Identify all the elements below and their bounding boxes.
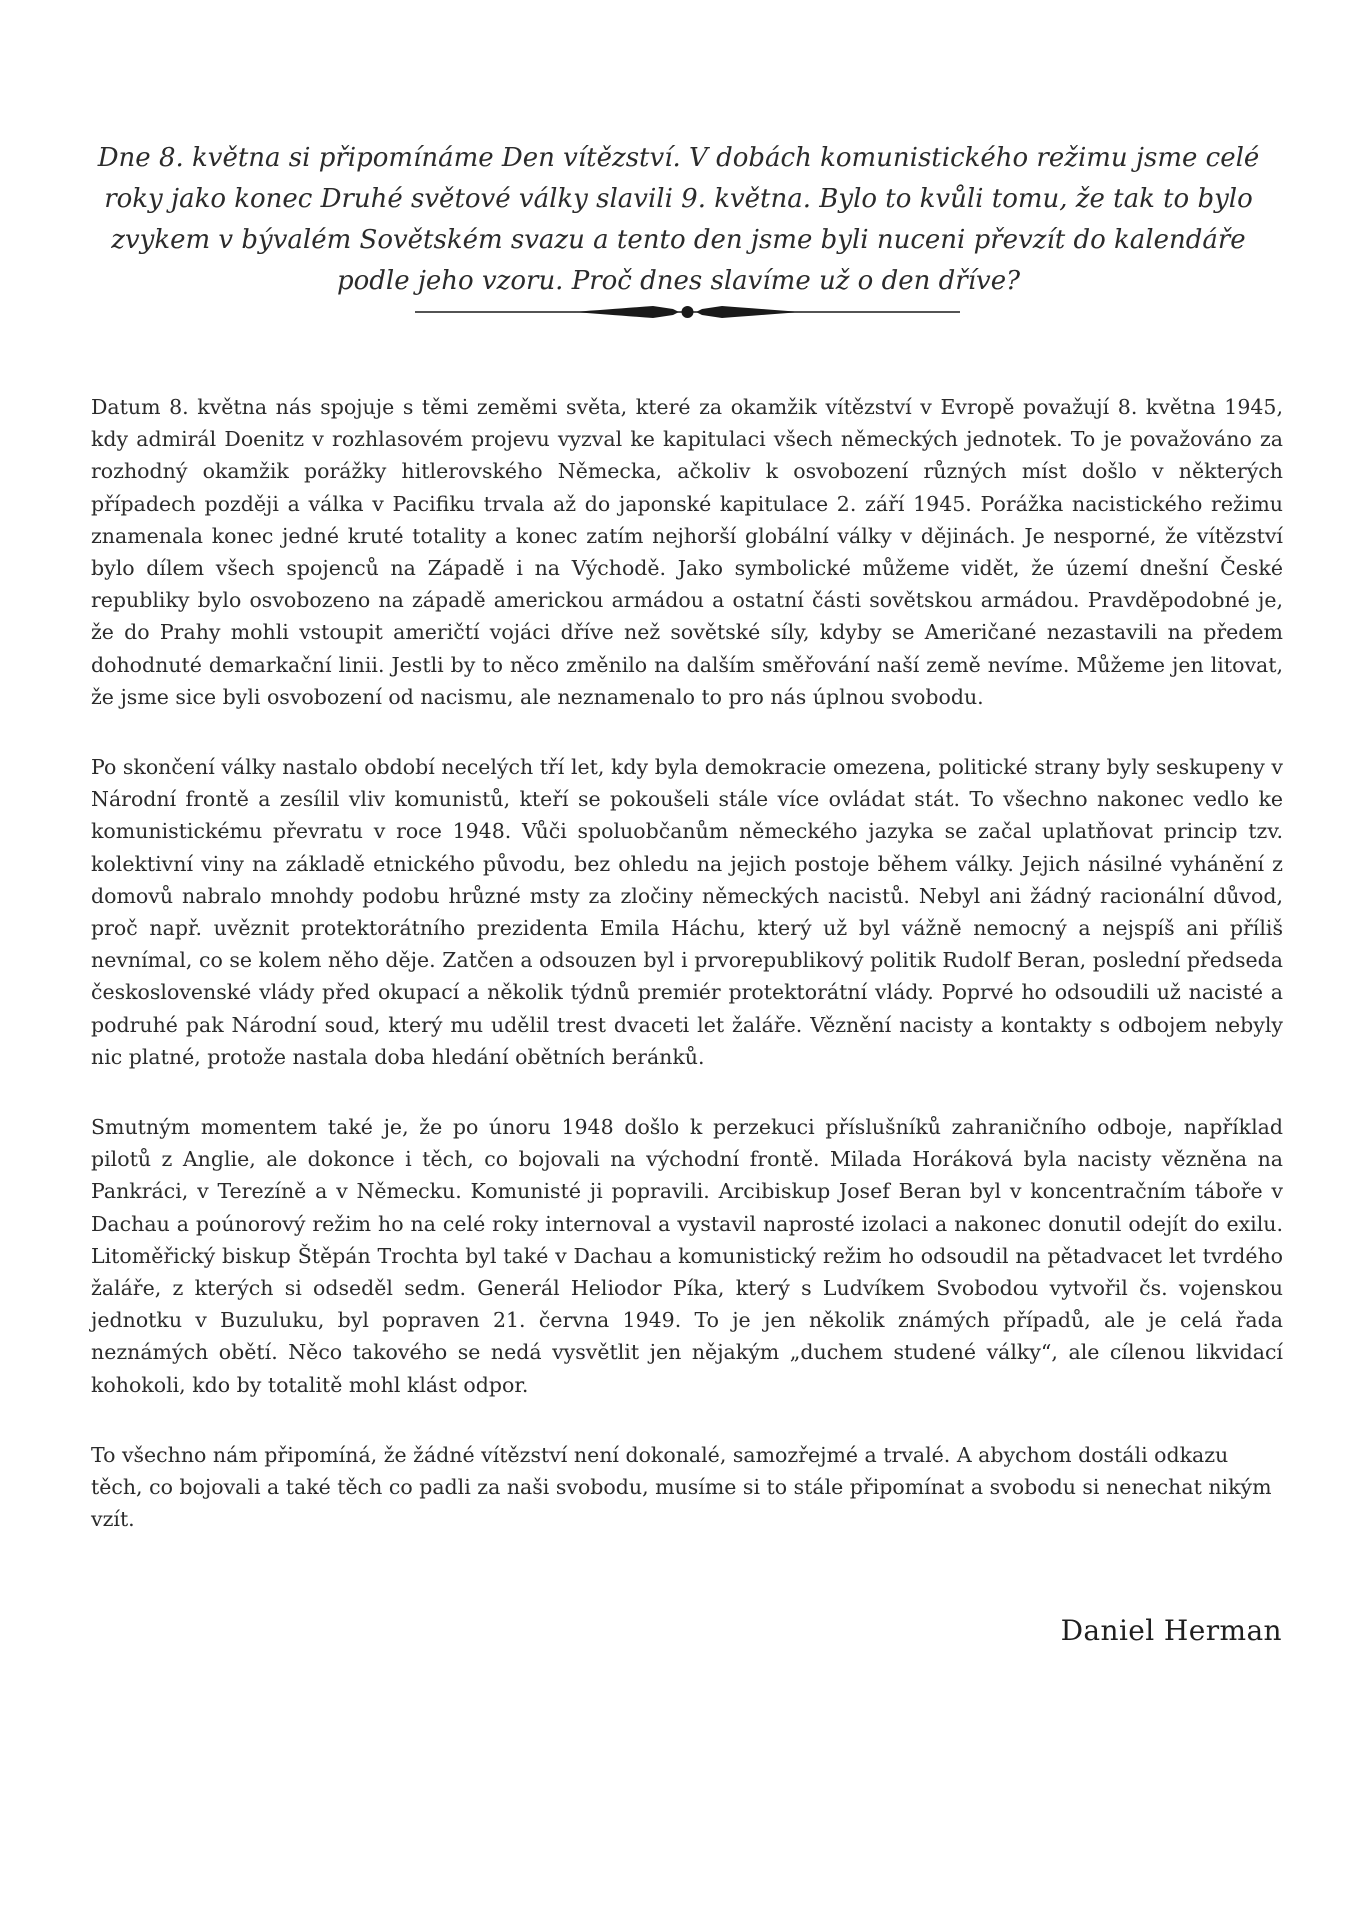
body-paragraph: Smutným momentem také je, že po únoru 1948 došlo k perzekuci příslušníků zahraničního odboje, například pilotů z Anglie, ale dokonce i těch, co bojovali na východní frontě. Milada Horáková byla nacisty vězněna na Pankráci, v Terezíně a v Německu. Komunisté ji popravili. Arcibiskup Josef Beran byl v koncentračním táboře v Dachau a poúnorový režim ho na celé roky internoval a vystavil naprosté izolaci a nakonec donutil odejít do exilu. Litoměřický biskup Štěpán Trochta byl také v Dachau a komunistický režim ho odsoudil na pětadvacet let tvrdého žaláře, z kterých si odseděl sedm. Generál Heliodor Píka, který s Ludvíkem Svobodou vytvořil čs. vojenskou jednotku v Buzuluku, byl popraven 21. června 1949. To je jen několik známých případů, ale je celá řada neznámých obětí. Něco takového se nedá vysvětlit jen nějakým „duchem studené války“, ale cílenou likvidací kohokoli, kdo by totalitě mohl klást odpor. [91,1115,1283,1397]
body-paragraph: Datum 8. května nás spojuje s těmi zeměmi světa, které za okamžik vítězství v Evropě považují 8. května 1945, kdy admirál Doenitz v rozhlasovém projevu vyzval ke kapitulaci všech německých jednotek. To je považováno za rozhodný okamžik porážky hitlerovského Německa, ačkoliv k osvobození různých míst došlo v některých případech později a válka v Pacifiku trvala až do japonské kapitulace 2. září 1945. Porážka nacistického režimu znamenala konec jedné kruté totality a konec zatím nejhorší globální války v dějinách. Je nesporné, že vítězství bylo dílem všech spojenců na Západě i na Východě. Jako symbolické můžeme vidět, že území dnešní České republiky bylo osvobozeno na západě americkou armádou a ostatní části sovětskou armádou. Pravděpodobné je, že do Prahy mohli vstoupit američtí vojáci dříve než sovětské síly, kdyby se Američané nezastavili na předem dohodnuté demarkační linii. Jestli by to něco změnilo na dalším směřování naší země nevíme. Můžeme jen litovat, že jsme sice byli osvobození od nacismu, ale neznamenalo to pro nás úplnou svobodu. [91,395,1283,709]
body-paragraph: Po skončení války nastalo období necelých tří let, kdy byla demokracie omezena, politické strany byly seskupeny v Národní frontě a zesílil vliv komunistů, kteří se pokoušeli stále více ovládat stát. To všechno nakonec vedlo ke komunistickému převratu v roce 1948. Vůči spoluobčanům německého jazyka se začal uplatňovat princip tzv. kolektivní viny na základě etnického původu, bez ohledu na jejich postoje během války. Jejich násilné vyhánění z domovů nabralo mnohdy podobu hrůzné msty za zločiny německých nacistů. Nebyl ani žádný racionální důvod, proč např. uvěznit protektorátního prezidenta Emila Háchu, který už byl vážně nemocný a nejspíš ani příliš nevnímal, co se kolem něho děje. Zatčen a odsouzen byl i prvorepublikový politik Rudolf Beran, poslední předseda československé vlády před okupací a několik týdnů premiér protektorátní vlády. Poprvé ho odsoudili už nacisté a podruhé pak Národní soud, který mu udělil trest dvaceti let žaláře. Věznění nacisty a kontakty s odbojem nebyly nic platné, protože nastala doba hledání obětních beránků. [91,755,1283,1069]
author-signature: Daniel Herman [1060,1614,1282,1647]
article-body [91,391,1283,1574]
body-paragraph: To všechno nám připomíná, že žádné vítězství není dokonalé, samozřejmé a trvalé. A abychom dostáli odkazu těch, co bojovali a také těch co padli za naši svobodu, musíme si to stále připomínat a svobodu si nenechat nikým vzít. [91,1442,1272,1532]
intro-paragraph: Dne 8. května si připomínáme Den vítězství. V dobách komunistického režimu jsme celé roky jako konec Druhé světové války slavili 9. května. Bylo to kvůli tomu, že tak to bylo zvykem v bývalém Sovětském svazu a tento den jsme byli nuceni převzít do kalendáře podle jeho vzoru. Proč dnes slavíme už o den dříve? [97,143,1260,296]
ornamental-divider [415,300,960,324]
